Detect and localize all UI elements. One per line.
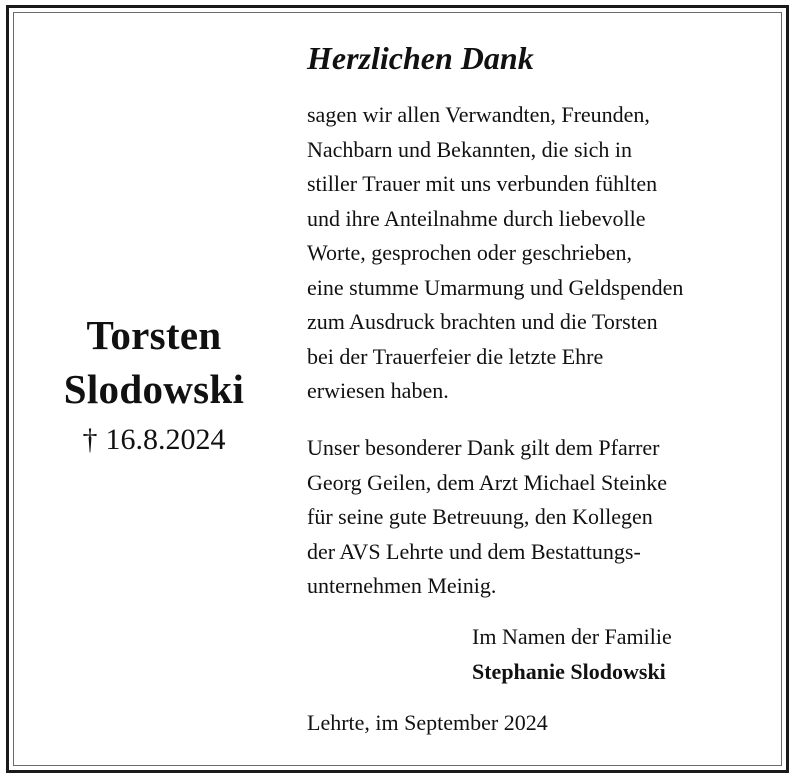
place-date: Lehrte, im September 2024 — [307, 710, 548, 735]
paragraph-line: stiller Trauer mit uns verbunden fühlten — [307, 171, 658, 196]
signer-name: Stephanie Slodowski — [472, 658, 666, 684]
thanks-paragraph-2 — [307, 431, 667, 604]
paragraph-line: zum Ausdruck brachten und die Torsten — [307, 309, 658, 334]
deceased-first-name: Torsten — [86, 312, 222, 358]
paragraph-line: eine stumme Umarmung und Geldspenden — [307, 274, 684, 300]
death-date: 16.8.2024 — [105, 423, 226, 456]
paragraph-line: Worte, gesprochen oder geschrieben, — [307, 240, 633, 265]
paragraph-line: Unser besonderer Dank gilt dem Pfarrer — [307, 435, 660, 460]
headline: Herzlichen Dank — [307, 40, 534, 76]
deceased-name-block — [20, 308, 288, 458]
signoff — [472, 620, 672, 689]
deceased-last-name: Slodowski — [63, 366, 245, 412]
paragraph-line: Georg Geilen, dem Arzt Michael Steinke — [307, 469, 668, 495]
paragraph-line: sagen wir allen Verwandten, Freunden, — [307, 102, 650, 127]
cross-icon: † — [82, 423, 98, 456]
paragraph-line: unternehmen Meinig. — [307, 573, 497, 598]
paragraph-line: für seine gute Betreuung, den Kollegen — [307, 504, 653, 529]
paragraph-line: und ihre Anteilnahme durch liebevolle — [307, 205, 646, 231]
paragraph-line: Nachbarn und Bekannten, die sich in — [307, 136, 633, 162]
signoff-line: Im Namen der Familie — [472, 624, 672, 649]
death-date-line — [20, 422, 288, 458]
paragraph-line: der AVS Lehrte und dem Bestattungs- — [307, 538, 641, 564]
paragraph-line: bei der Trauerfeier die letzte Ehre — [307, 343, 604, 369]
paragraph-line: erwiesen haben. — [307, 378, 449, 403]
thanks-paragraph-1 — [307, 98, 683, 409]
